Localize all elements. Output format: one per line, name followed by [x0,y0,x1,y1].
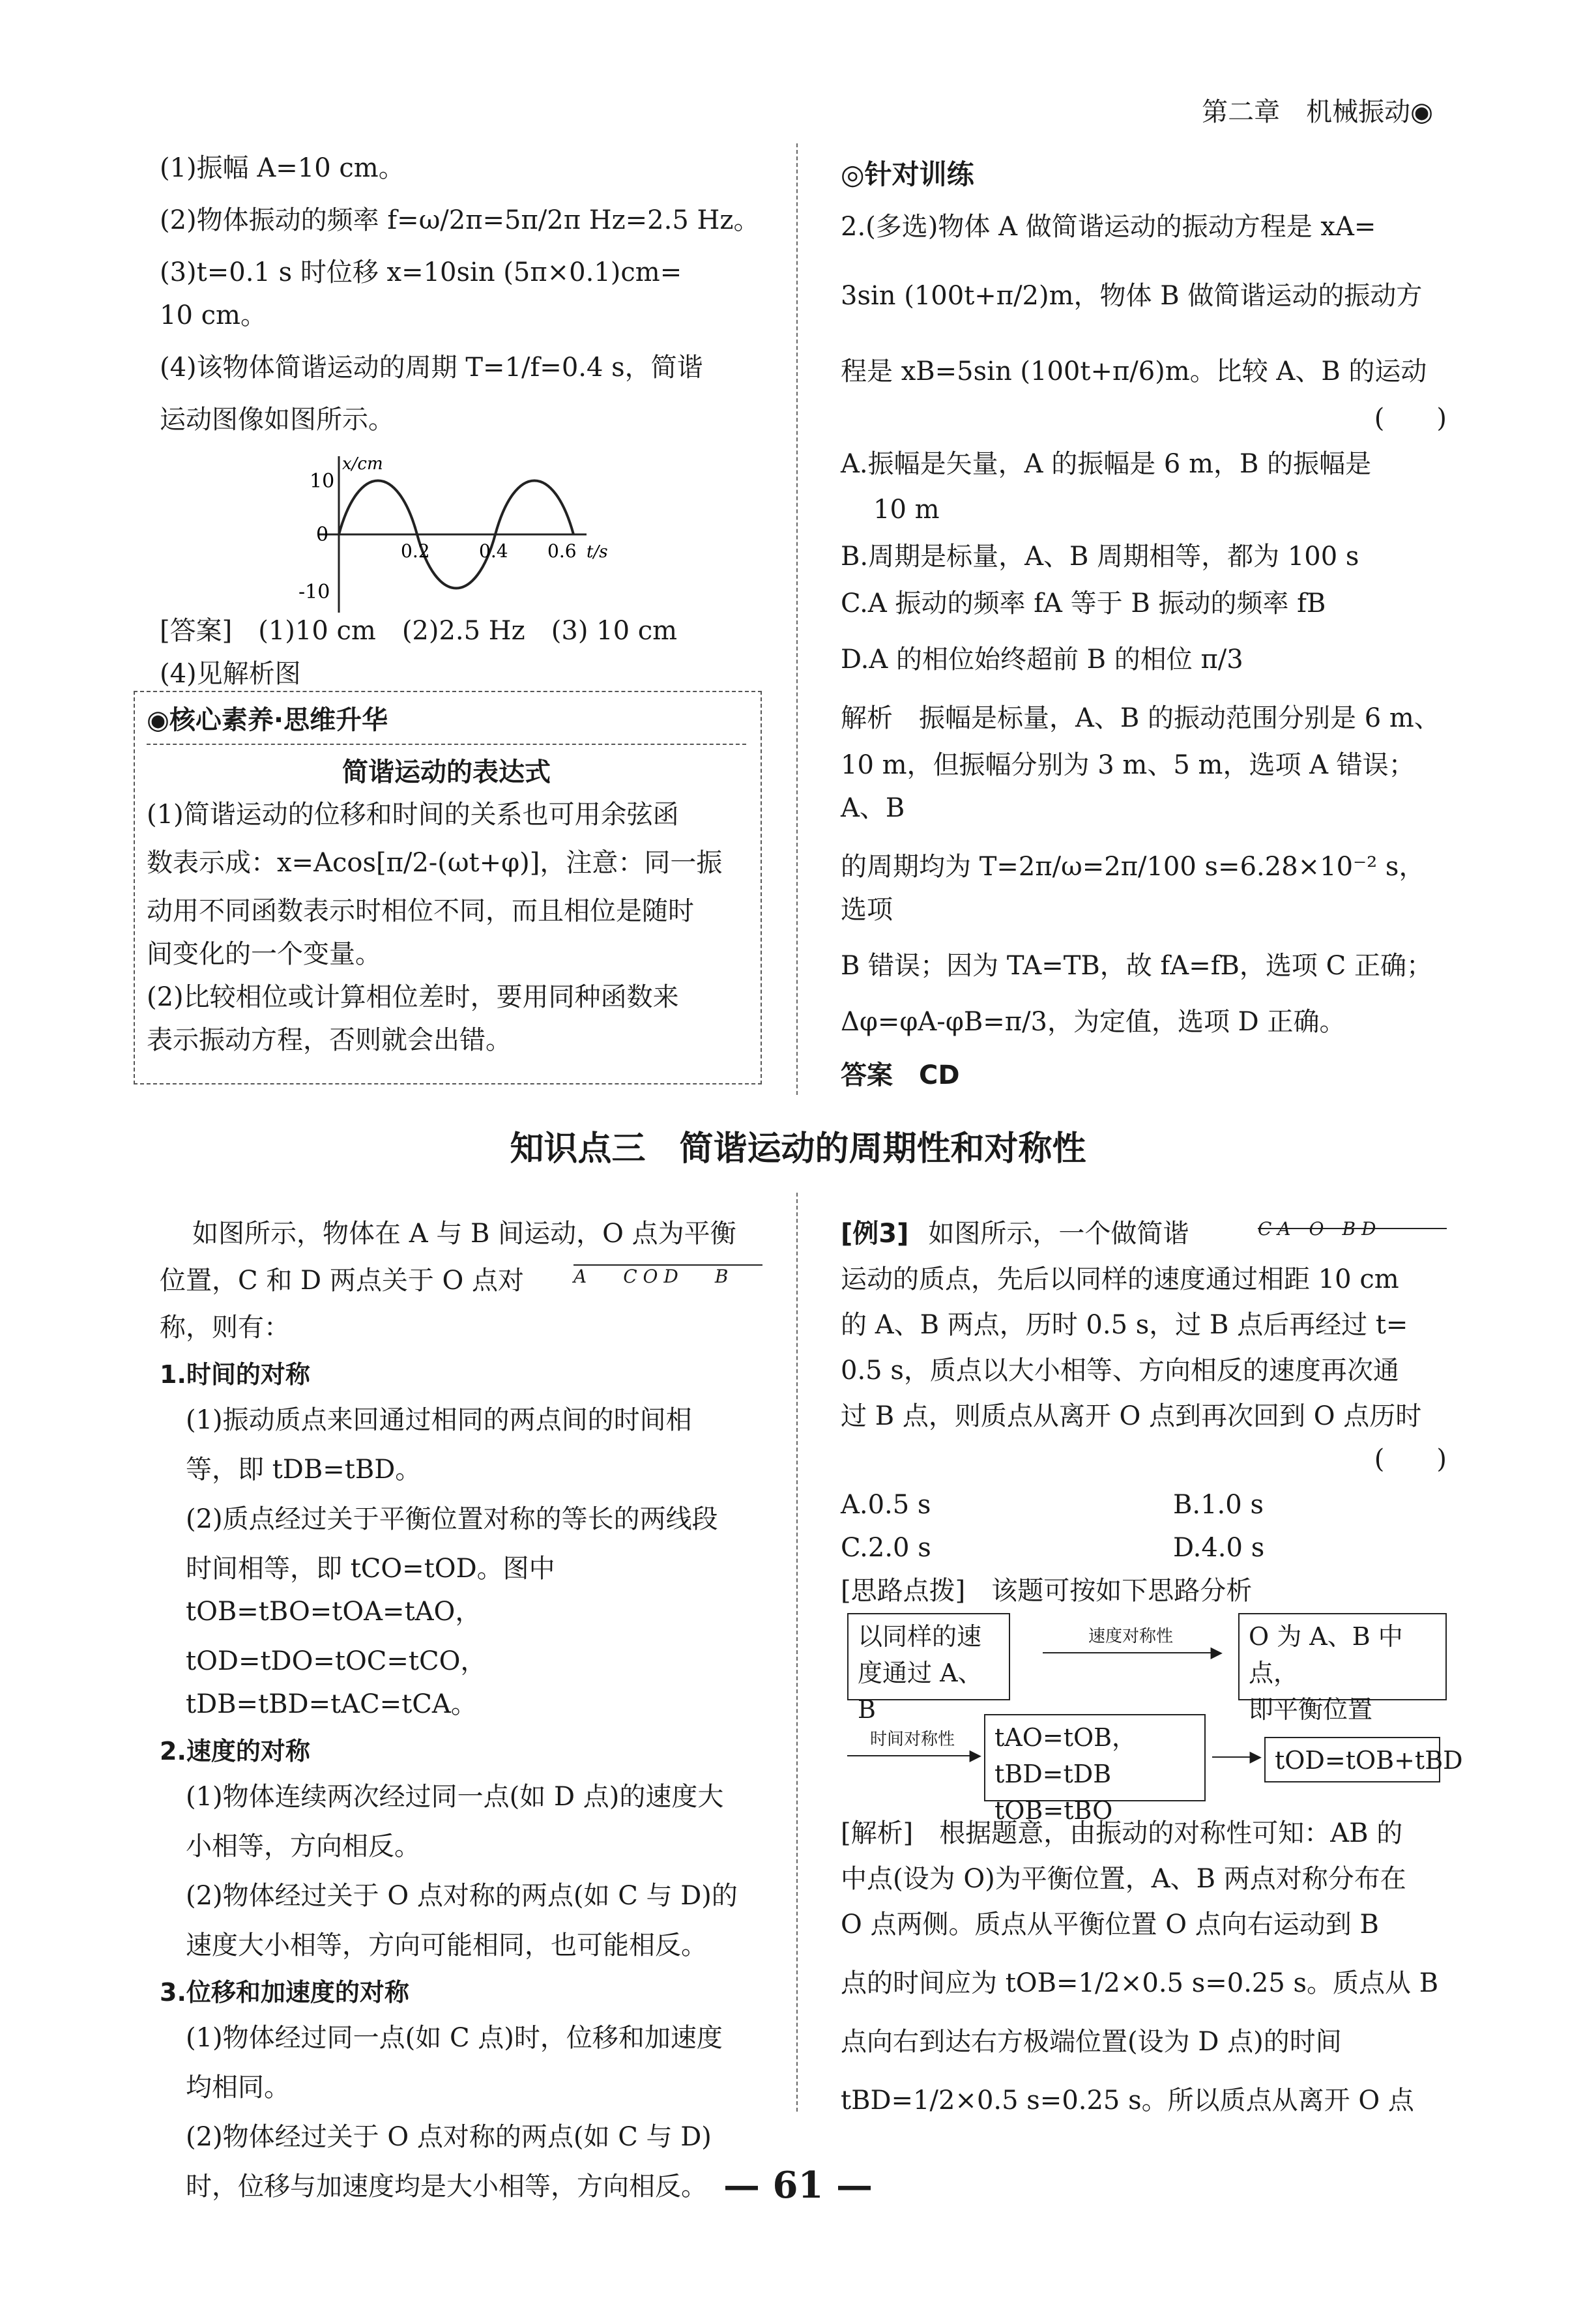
time-line: (1)振动质点来回通过相同的两点间的时间相 [186,1405,692,1435]
training-heading: ◎针对训练 [841,158,974,190]
velocity-line: (1)物体连续两次经过同一点(如 D 点)的速度大 [186,1782,724,1812]
solution-line: [解析] 根据题意，由振动的对称性可知：AB 的 [841,1818,1403,1848]
axis-labels: C A O B D [1258,1218,1376,1240]
box-text: (1)简谐运动的位移和时间的关系也可用余弦函 [147,800,679,830]
y-tick-minus-10: -10 [298,581,330,604]
box-text: 间变化的一个变量。 [147,939,381,969]
y-tick-10: 10 [310,470,335,493]
column-divider [796,1193,798,2112]
line: (1)振幅 A=10 cm。 [160,153,405,183]
solution-line: tBD=1/2×0.5 s=0.25 s。所以质点从离开 O 点 [841,2086,1414,2116]
x-axis-label: t/s [587,542,608,562]
line: (2)物体振动的频率 f=ω/2π=5π/2π Hz=2.5 Hz。 [160,205,760,235]
time-line: 时间相等，即 tCO=tOD。图中 tOB=tBO=tOA=tAO， [186,1554,555,1627]
answer-line: 答案 CD [841,1060,960,1090]
right-top-exercise [841,153,1447,1097]
page-number: — 61 — [723,2164,873,2207]
box-title: 简谐运动的表达式 [342,757,551,787]
flow-arrow-2: 时间对称性 ▶ [847,1726,978,1756]
section-title: 知识点三 简谐运动的周期性和对称性 [510,1129,1086,1169]
intro-line: 如图所示，物体在 A 与 B 间运动，O 点为平衡 [192,1219,736,1249]
option-b: B.1.0 s [1173,1490,1264,1520]
x-tick-02: 0.2 [401,540,430,562]
hint-line: [思路点拨] 该题可按如下思路分析 [841,1576,1253,1606]
example-line: 0.5 s，质点以大小相等、方向相反的速度再次通 [841,1356,1399,1386]
x-tick-04: 0.4 [479,540,508,562]
option-d: D.A 的相位始终超前 B 的相位 π/3 [841,645,1243,675]
flow-text: tAO=tOB，tBD=tDB [994,1723,1137,1788]
solution-line: 中点(设为 O)为平衡位置，A、B 两点对称分布在 [841,1864,1406,1894]
subheading-time: 1.时间的对称 [160,1360,310,1389]
flow-text: tOB=tBO [994,1796,1113,1825]
right-bottom-solution [841,1812,1447,2122]
answer-paren: ( ) [1374,403,1447,433]
subheading-velocity: 2.速度的对称 [160,1737,310,1766]
flow-arrow-label: 速度对称性 [1088,1627,1173,1646]
flow-box-2 [1238,1613,1447,1724]
flow-box-1 [847,1613,1010,1724]
option-a: A.振幅是矢量，A 的振幅是 6 m，B 的振幅是 [841,449,1372,479]
line: (3)t=0.1 s 时位移 x=10sin (5π×0.1)cm= [160,257,682,287]
flow-text: tOD=tOB+tBD [1275,1746,1463,1775]
line: 10 cm。 [160,300,267,330]
answer-line: (4)见解析图 [160,659,301,689]
time-line: tOD=tDO=tOC=tCO，tDB=tBD=tAC=tCA。 [186,1646,487,1719]
option-c: C.2.0 s [841,1533,931,1563]
question-line: 程是 xB=5sin (100t+π/6)m。比较 A、B 的运动 [841,356,1427,386]
question-line: 2.(多选)物体 A 做简谐运动的振动方程是 xA= [841,212,1376,242]
solution-line: O 点两侧。质点从平衡位置 O 点向右运动到 B [841,1910,1379,1940]
displacement-line: (1)物体经过同一点(如 C 点)时，位移和加速度 [186,2023,723,2053]
chapter-header: 第二章 机械振动◉ [1202,97,1433,127]
axis-labels: A C O D B [573,1266,729,1287]
cabd-axis-diagram [1258,1218,1447,1240]
answer-paren: ( ) [1374,1444,1447,1474]
column-divider [796,143,798,1095]
flow-arrow-1: 速度对称性 ▶ [1043,1623,1219,1653]
velocity-line: 小相等，方向相反。 [186,1831,420,1861]
displacement-line: (2)物体经过关于 O 点对称的两点(如 C 与 D) [186,2122,712,2152]
box-heading: ◉核心素养·思维升华 [147,701,746,745]
acodb-axis-diagram [573,1264,762,1288]
example-tag: [例3] [841,1219,909,1249]
example-line: 如图所示，一个做简谐 [928,1219,1189,1249]
left-top-solution [160,147,762,441]
flow-arrow-3: ▶ [1212,1756,1258,1758]
displacement-line: 时，位移与加速度均是大小相等，方向相反。 [186,2172,707,2202]
answer-line: [答案] (1)10 cm (2)2.5 Hz (3) 10 cm [160,616,678,646]
box-text: 动用不同函数表示时相位不同，而且相位是随时 [147,896,694,926]
time-line: (2)质点经过关于平衡位置对称的等长的两线段 [186,1504,718,1534]
box-text: 数表示成：x=Acos[π/2-(ωt+φ)]，注意：同一振 [147,848,723,878]
option-c: C.A 振动的频率 fA 等于 B 振动的频率 fB [841,589,1326,618]
solution-line: 的周期均为 T=2π/ω=2π/100 s=6.28×10⁻² s，选项 [841,852,1425,925]
option-a: A.0.5 s [841,1490,931,1520]
example-line: 的 A、B 两点，历时 0.5 s，过 B 点后再经过 t= [841,1310,1408,1340]
option-d: D.4.0 s [1173,1533,1265,1563]
line: (4)该物体简谐运动的周期 T=1/f=0.4 s，简谐 [160,353,703,383]
flow-box-4 [1264,1737,1463,1782]
flow-box-3 [984,1714,1206,1825]
flow-text: 度通过 A、B [858,1659,983,1724]
flow-text: 即平衡位置 [1249,1695,1373,1724]
left-bottom-content [160,1212,762,2208]
x-tick-06: 0.6 [547,540,577,562]
example-line: 过 B 点，则质点从离开 O 点到再次回到 O 点历时 [841,1401,1422,1431]
y-tick-0: 0 [316,523,329,546]
solution-line: B 错误；因为 TA=TB，故 fA=fB，选项 C 正确； [841,951,1432,981]
box-text: (2)比较相位或计算相位差时，要用同种函数来 [147,982,679,1012]
right-bottom-example [841,1212,1447,1612]
literacy-box-content [147,701,746,1062]
box-text: 表示振动方程，否则就会出错。 [147,1025,512,1055]
velocity-line: 速度大小相等，方向可能相同，也可能相反。 [186,1930,707,1960]
solution-line: Δφ=φA-φB=π/3，为定值，选项 D 正确。 [841,1007,1346,1037]
flow-text: 以同样的速 [858,1622,982,1651]
velocity-line: (2)物体经过关于 O 点对称的两点(如 C 与 D)的 [186,1881,738,1911]
example-line: 运动的质点，先后以同样的速度通过相距 10 cm [841,1264,1399,1294]
option-b: B.周期是标量，A、B 周期相等，都为 100 s [841,542,1359,572]
time-line: 等，即 tDB=tBD。 [186,1455,422,1485]
subheading-displacement: 3.位移和加速度的对称 [160,1978,409,2007]
solution-line: 10 m，但振幅分别为 3 m、5 m，选项 A 错误；A、B [841,750,1415,823]
left-top-answer [160,609,762,695]
solution-line: 解析 振幅是标量，A、B 的振动范围分别是 6 m、 [841,703,1440,733]
intro-line: 位置，C 和 D 两点关于 O 点对 [160,1266,525,1296]
flow-text: O 为 A、B 中点， [1249,1622,1403,1687]
option-a-cont: 10 m [873,495,940,525]
displacement-line: 均相同。 [186,2073,290,2102]
solution-line: 点向右到达右方极端位置(设为 D 点)的时间 [841,2027,1342,2057]
sine-graph [280,450,619,619]
solution-line: 点的时间应为 tOB=1/2×0.5 s=0.25 s。质点从 B [841,1968,1439,1998]
line: 运动图像如图所示。 [160,405,394,435]
y-axis-label: x/cm [342,454,383,474]
intro-line: 称，则有： [160,1313,290,1343]
flow-arrow-label: 时间对称性 [869,1730,955,1749]
question-line: 3sin (100t+π/2)m，物体 B 做简谐运动的振动方 [841,281,1423,311]
